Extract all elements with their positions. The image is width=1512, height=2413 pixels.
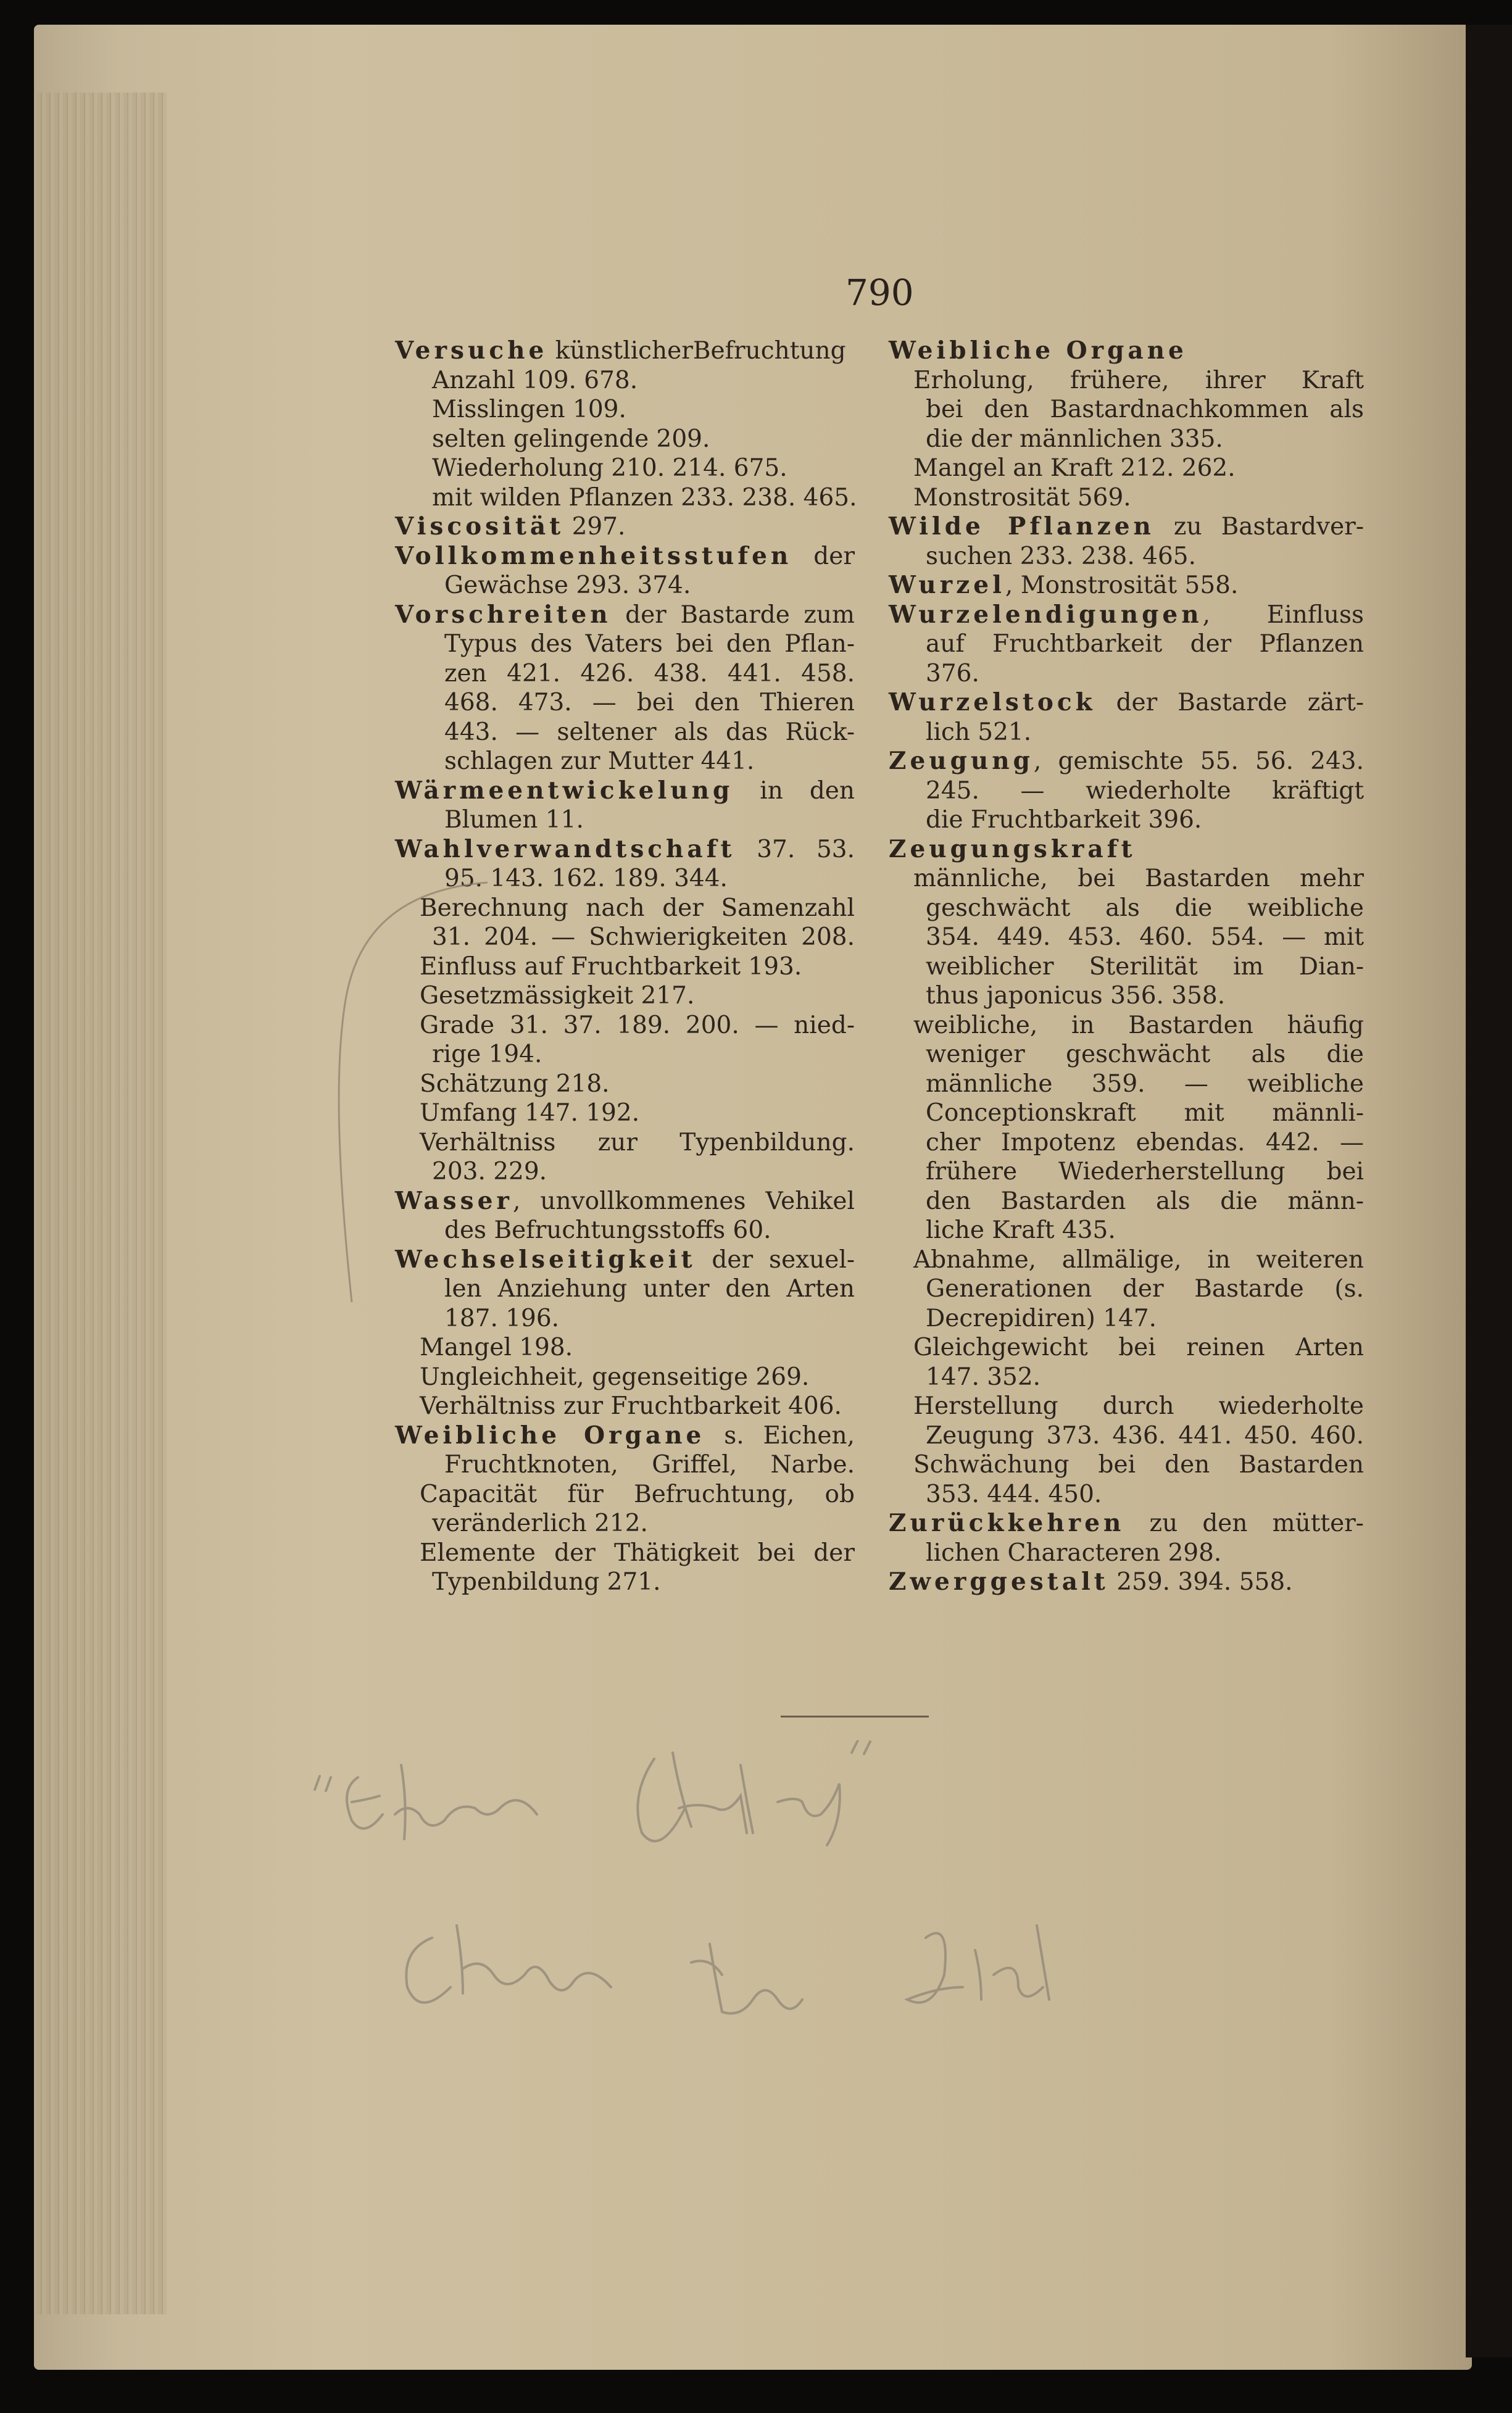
index-entry-line (395, 688, 855, 718)
index-headword: Wurzelendigungen (889, 600, 1203, 629)
book-binding (1466, 25, 1512, 2357)
index-entry-text: 468. 473. — bei den Thieren (444, 689, 855, 716)
index-entry-line (395, 629, 855, 659)
index-headword: Wechselseitigkeit (395, 1245, 696, 1274)
index-entry-text: liche Kraft 435. (926, 1216, 1116, 1244)
index-entry-text: auf Fruchtbarkeit der Pflanzen (926, 630, 1364, 658)
index-entry-text: Gewächse 293. 374. (444, 571, 691, 599)
index-entry-text: len Anziehung unter den Arten (444, 1275, 855, 1303)
index-entry-text: Fruchtknoten, Griffel, Narbe. (444, 1451, 855, 1479)
index-entry-line (889, 864, 1364, 894)
index-entry-line (889, 1157, 1364, 1187)
index-entry-line (889, 1539, 1364, 1568)
index-headword: Wärmeentwickelung (395, 776, 734, 805)
index-entry-text: Schwächung bei den Bastarden (913, 1451, 1364, 1479)
index-entry-line (395, 395, 855, 425)
index-entry-text: zen 421. 426. 438. 441. 458. (444, 659, 855, 687)
index-entry-line (889, 718, 1364, 747)
index-entry-line (889, 454, 1364, 483)
index-entry-text: suchen 233. 238. 465. (926, 542, 1196, 570)
index-entry-text: zu den mütter- (1124, 1510, 1364, 1537)
page-edges (37, 93, 167, 2314)
index-entry-line (395, 1509, 855, 1539)
index-entry-text: 147. 352. (926, 1363, 1041, 1391)
index-entry-text: geschwächt als die weibliche (926, 894, 1364, 922)
index-entry-line (395, 1480, 855, 1510)
index-entry-text: Blumen 11. (444, 806, 584, 834)
page-number: 790 (845, 272, 914, 314)
index-entry-text: cher Impotenz ebendas. 442. — (926, 1128, 1364, 1157)
index-entry-text: in den (733, 776, 855, 805)
index-entry-text: Capacität für Befruchtung, ob (420, 1480, 855, 1508)
index-entry-text: weibliche, in Bastarden häufig (913, 1011, 1364, 1039)
index-entry-line (889, 1011, 1364, 1040)
index-headword: Versuche (395, 336, 548, 365)
index-entry-text: selten gelingende 209. (432, 425, 710, 453)
index-entry-line (889, 1450, 1364, 1480)
index-entry-line (889, 688, 1364, 718)
index-entry-text: 297. (564, 513, 626, 541)
index-entry-text: Einfluss auf Fruchtbarkeit 193. (420, 952, 802, 981)
index-entry-line (395, 659, 855, 689)
index-entry-line (889, 395, 1364, 425)
index-entry-line (889, 336, 1364, 366)
index-entry-text: Ungleichheit, gegenseitige 269. (420, 1363, 810, 1391)
index-entry-line (889, 571, 1364, 600)
index-entry-text: der sexuel- (696, 1245, 855, 1274)
index-entry-text: männliche 359. — weibliche (926, 1069, 1364, 1098)
index-entry-text: Monstrosität 569. (913, 483, 1131, 512)
index-entry-text: den Bastarden als die männ- (926, 1187, 1364, 1215)
index-entry-text: Abnahme, allmälige, in weiteren (913, 1245, 1364, 1274)
index-headword: Vorschreiten (395, 600, 612, 629)
index-entry-line (889, 1069, 1364, 1099)
index-entry-line (889, 366, 1364, 396)
index-entry-text: Grade 31. 37. 189. 200. — nied- (420, 1011, 855, 1039)
index-entry-text: lich 521. (926, 718, 1032, 746)
index-entry-text: weniger geschwächt als die (926, 1040, 1364, 1068)
pencil-bracket-mark (333, 876, 494, 1308)
index-entry-text: die der männlichen 335. (926, 425, 1223, 453)
index-entry-text: 354. 449. 453. 460. 554. — mit (926, 923, 1364, 951)
index-entry-text: künstlicherBefruchtung (547, 337, 846, 365)
index-entry-text: thus japonicus 356. 358. (926, 982, 1226, 1010)
index-entry-text: Herstellung durch wiederholte (913, 1392, 1364, 1420)
index-entry-line (889, 1099, 1364, 1128)
index-entry-line (395, 1392, 855, 1421)
index-entry-text: 187. 196. (444, 1304, 560, 1332)
index-entry-text: bei den Bastardnachkommen als (926, 396, 1364, 423)
index-entry-line (889, 835, 1364, 865)
index-entry-text: Mangel an Kraft 212. 262. (913, 454, 1236, 482)
index-entry-line (889, 747, 1364, 776)
index-entry-line (395, 454, 855, 483)
index-entry-text: 443. — seltener als das Rück- (444, 718, 855, 746)
index-entry-text: 95. 143. 162. 189. 344. (444, 865, 728, 892)
index-entry-text: Mangel 198. (420, 1334, 573, 1361)
index-entry-line (395, 483, 855, 513)
index-entry-text: Umfang 147. 192. (420, 1099, 640, 1127)
index-entry-text: Berechnung nach der Samenzahl (420, 894, 855, 922)
index-headword: Wurzelstock (889, 688, 1096, 716)
index-entry-text: 245. — wiederholte kräftigt (926, 776, 1364, 805)
index-entry-text: mit wilden Pflanzen 233. 238. 465. (432, 483, 857, 512)
index-entry-text: Anzahl 109. 678. (432, 366, 638, 394)
index-entry-text: 376. (926, 659, 979, 687)
index-entry-line (889, 981, 1364, 1011)
index-entry-line (395, 1363, 855, 1392)
index-entry-text: Wiederholung 210. 214. 675. (432, 454, 787, 482)
index-entry-line (889, 600, 1364, 630)
index-column-right (889, 336, 1364, 1597)
index-entry-line (889, 805, 1364, 835)
index-entry-text: des Befruchtungsstoffs 60. (444, 1216, 771, 1244)
index-entry-text: Elemente der Thätigkeit bei der (420, 1539, 855, 1567)
index-entry-line (889, 1040, 1364, 1069)
index-entry-text: Gleichgewicht bei reinen Arten (913, 1334, 1364, 1361)
index-entry-text: zu Bastardver- (1154, 513, 1364, 541)
index-headword: Zwerggestalt (889, 1568, 1109, 1596)
index-entry-text: weiblicher Sterilität im Dian- (926, 952, 1364, 981)
index-entry-line (889, 1421, 1364, 1451)
index-entry-line (395, 600, 855, 630)
index-entry-line (889, 1392, 1364, 1421)
index-entry-line (395, 425, 855, 454)
index-entry-line (889, 512, 1364, 542)
index-headword: Wahlverwandtschaft (395, 834, 736, 863)
index-entry-text: der (792, 542, 855, 570)
index-entry-line (395, 776, 855, 806)
index-entry-line (395, 512, 855, 542)
index-entry-text: Gesetzmässigkeit 217. (420, 982, 695, 1010)
index-entry-line (889, 1333, 1364, 1363)
index-entry-text: der Bastarde zum (611, 600, 855, 629)
index-entry-line (889, 1216, 1364, 1245)
index-entry-line (395, 571, 855, 600)
index-entry-line (889, 1128, 1364, 1158)
index-entry-line (395, 336, 855, 366)
index-headword: Wasser (395, 1186, 513, 1215)
handwritten-pencil-note (309, 1740, 1111, 2111)
index-entry-line (889, 1568, 1364, 1597)
index-entry-text: 37. 53. (735, 835, 855, 863)
index-entry-text: 203. 229. (432, 1158, 547, 1186)
index-entry-line (889, 629, 1364, 659)
index-entry-text: schlagen zur Mutter 441. (444, 747, 755, 775)
index-entry-text: veränderlich 212. (432, 1510, 648, 1537)
index-entry-line (889, 776, 1364, 806)
index-entry-line (395, 718, 855, 747)
index-entry-text: 353. 444. 450. (926, 1480, 1102, 1508)
index-headword: Viscosität (395, 512, 565, 541)
index-entry-text: Zeugung 373. 436. 441. 450. 460. (926, 1421, 1364, 1450)
index-entry-text: , Einfluss (1202, 600, 1364, 629)
index-headword: Wilde Pflanzen (889, 512, 1155, 541)
index-entry-text: Verhältniss zur Typenbildung. (420, 1128, 855, 1157)
index-entry-line (395, 1450, 855, 1480)
index-entry-line (889, 425, 1364, 454)
index-entry-text: , unvollkommenes Vehikel (512, 1187, 855, 1215)
index-entry-line (889, 1187, 1364, 1216)
index-entry-text: frühere Wiederherstellung bei (926, 1158, 1364, 1186)
index-entry-text: Conceptionskraft mit männli- (926, 1099, 1364, 1127)
index-entry-line (395, 1421, 855, 1451)
index-headword: Wurzel (889, 571, 1005, 599)
index-entry-line (889, 659, 1364, 689)
index-entry-text: 31. 204. — Schwierigkeiten 208. (432, 923, 855, 951)
index-headword: Zurückkehren (889, 1509, 1125, 1537)
index-entry-line (889, 1363, 1364, 1392)
index-entry-line (395, 1539, 855, 1568)
index-entry-text: , Monstrosität 558. (1005, 571, 1239, 599)
index-entry-line (395, 747, 855, 776)
index-headword: Weibliche Organe (395, 1421, 705, 1450)
index-entry-line (889, 923, 1364, 952)
index-entry-text: Generationen der Bastarde (s. (926, 1275, 1364, 1303)
index-entry-text: die Fruchtbarkeit 396. (926, 806, 1202, 834)
index-entry-text: Decrepidiren) 147. (926, 1304, 1157, 1332)
index-entry-line (395, 366, 855, 396)
index-entry-text: männliche, bei Bastarden mehr (913, 865, 1364, 892)
index-entry-text: Typenbildung 271. (432, 1568, 661, 1596)
index-entry-text: Verhältniss zur Fruchtbarkeit 406. (420, 1392, 842, 1420)
index-entry-line (889, 1245, 1364, 1275)
index-entry-line (889, 1509, 1364, 1539)
index-entry-line (395, 805, 855, 835)
index-entry-text: , gemischte 55. 56. 243. (1033, 747, 1364, 775)
index-entry-line (395, 542, 855, 571)
index-headword: Zeugungskraft (889, 834, 1136, 863)
index-headword: Weibliche Organe (889, 336, 1187, 365)
index-entry-text: rige 194. (432, 1040, 542, 1068)
index-entry-line (889, 483, 1364, 513)
index-entry-line (395, 835, 855, 865)
index-entry-text: s. Eichen, (705, 1421, 855, 1450)
index-entry-text: lichen Characteren 298. (926, 1539, 1222, 1567)
index-entry-text: der Bastarde zärt- (1095, 689, 1364, 716)
index-entry-text: Misslingen 109. (432, 396, 626, 423)
index-entry-line (395, 1333, 855, 1363)
index-headword: Zeugung (889, 747, 1034, 775)
index-entry-text: Schätzung 218. (420, 1069, 610, 1098)
index-entry-line (889, 1274, 1364, 1304)
end-rule (781, 1716, 929, 1717)
index-entry-text: Typus des Vaters bei den Pflan- (444, 630, 855, 658)
index-entry-line (889, 1304, 1364, 1334)
index-entry-line (395, 1568, 855, 1597)
index-entry-line (889, 952, 1364, 982)
index-entry-line (889, 542, 1364, 571)
index-headword: Vollkommenheitsstufen (395, 541, 792, 570)
index-entry-line (889, 894, 1364, 923)
index-entry-line (889, 1480, 1364, 1510)
index-entry-text: 259. 394. 558. (1108, 1568, 1293, 1596)
index-entry-text: Erholung, frühere, ihrer Kraft (913, 366, 1364, 394)
